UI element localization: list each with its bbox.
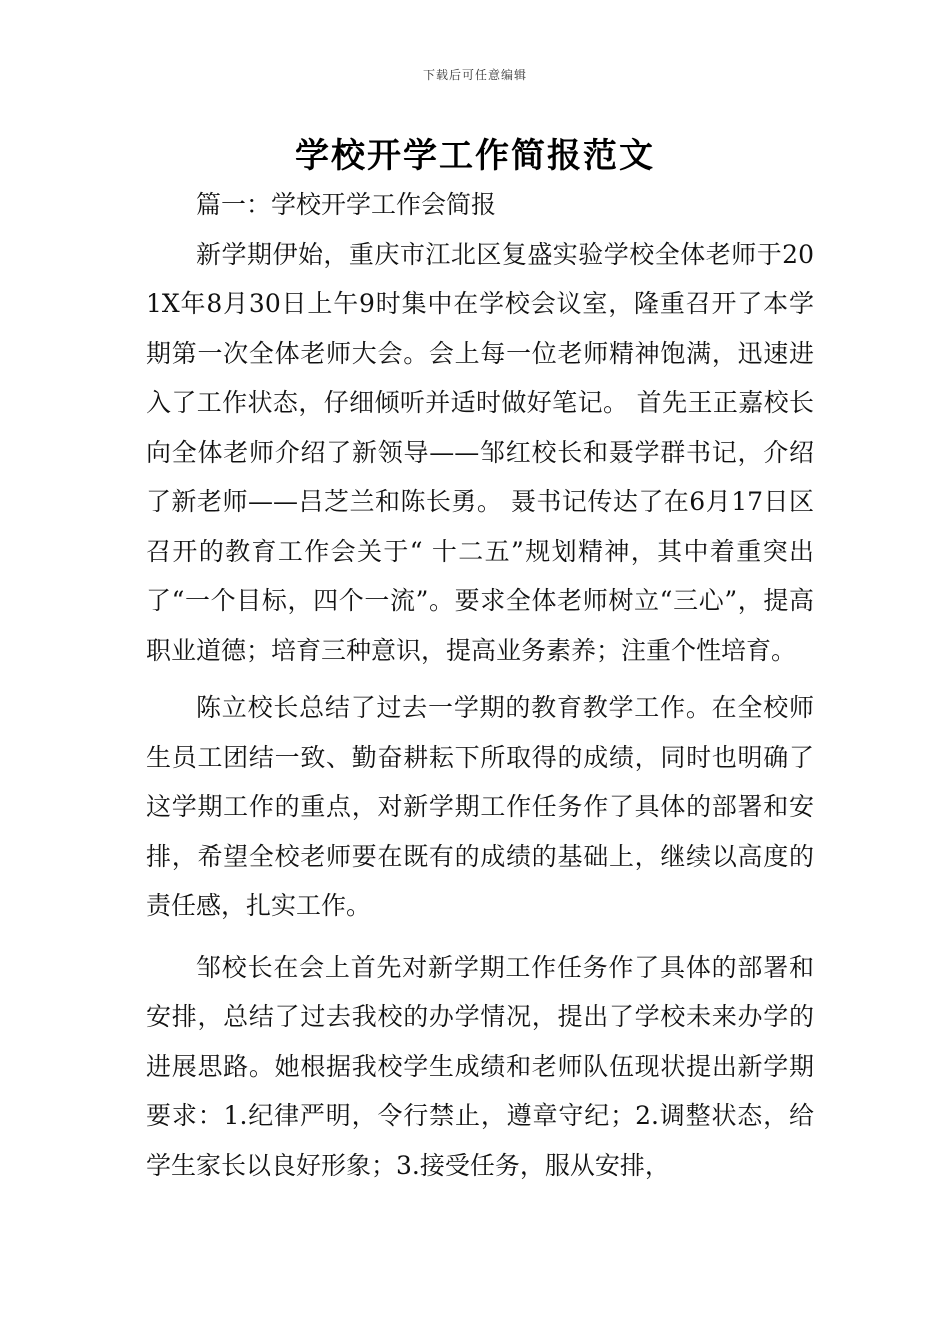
section-subtitle: 篇一：学校开学工作会简报: [196, 190, 497, 219]
document-title: 学校开学工作简报范文: [295, 136, 655, 176]
document-body: [146, 180, 814, 1190]
paragraph-3: 邹校长在会上首先对新学期工作任务作了具体的部署和安排，总结了过去我校的办学情况，提出了学校未来办学的进展思路。她根据我校学生成绩和老师队伍现状提出新学期要求：1.纪律严明，令行禁止，遵章守纪；2.调整状态，给学生家长以良好形象；3.接受任务，服从安排，: [146, 952, 814, 1180]
header-note: 下载后可任意编辑: [422, 68, 527, 82]
paragraph-1: 新学期伊始，重庆市江北区复盛实验学校全体老师于201X年8月30日上午9时集中在学校会议室，隆重召开了本学期第一次全体老师大会。会上每一位老师精神饱满，迅速进入了工作状态，仔细倾听并适时做好笔记。 首先王正嘉校长向全体老师介绍了新领导——邹红校长和聂学群书记，介绍了新老师——吕芝兰和陈长勇。 聂书记传达了在6月17日区召开的教育工作会关于“ 十二五”规划精神，其中着重突出了“一个目标，四个一流”。要求全体老师树立“三心”，提高职业道德；培育三种意识，提高业务素养；注重个性培育。: [146, 239, 814, 665]
paragraph-2: 陈立校长总结了过去一学期的教育教学工作。在全校师生员工团结一致、勤奋耕耘下所取得的成绩，同时也明确了这学期工作的重点，对新学期工作任务作了具体的部署和安排，希望全校老师要在既有的成绩的基础上，继续以高度的责任感，扎实工作。: [146, 693, 814, 920]
